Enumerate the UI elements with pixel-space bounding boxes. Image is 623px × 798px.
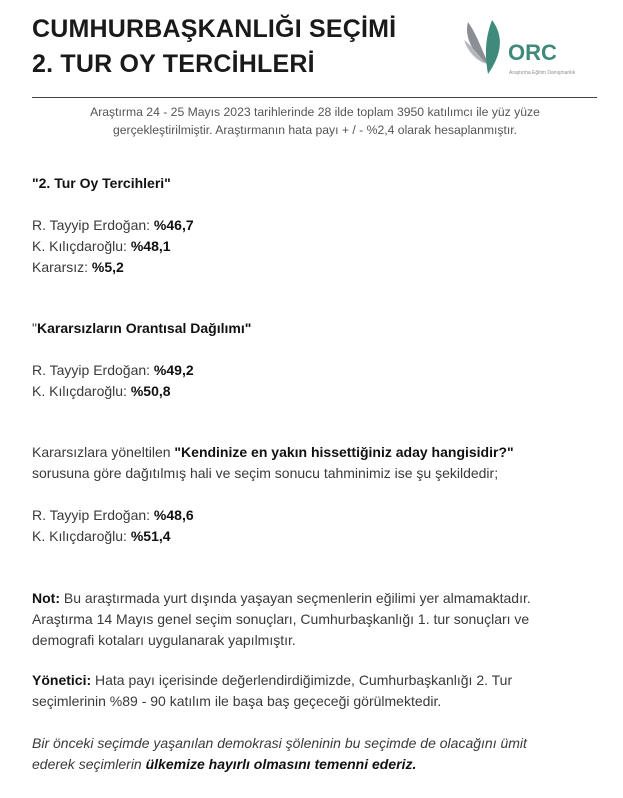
section-undecided-distribution bbox=[32, 318, 251, 402]
title-line-1: CUMHURBAŞKANLIĞI SEÇİMİ bbox=[32, 15, 397, 43]
survey-intro bbox=[60, 103, 570, 139]
result-value: %48,1 bbox=[130, 238, 171, 254]
result-row-erdogan: R. Tayyip Erdoğan: %49,2 bbox=[32, 362, 194, 378]
result-value: %46,7 bbox=[153, 217, 194, 233]
section-heading: "Kararsızların Orantısal Dağılımı" bbox=[32, 320, 252, 336]
title-line-2: 2. TUR OY TERCİHLERİ bbox=[32, 50, 315, 78]
closing-emphasis: ülkemize hayırlı olmasını temenni ederiz. bbox=[145, 756, 417, 772]
forecast-intro-continued: sorusuna göre dağıtılmış hali ve seçim sonucu tahminimiz ise şu şekildedir; bbox=[32, 465, 499, 481]
page-title bbox=[32, 12, 396, 82]
manager-label: Yönetici: bbox=[32, 672, 92, 688]
note-paragraph: Not: Bu araştırmada yurt dışında yaşayan seçmenlerin eğilimi yer almamaktadır. Araştırma 14 Mayıs genel seçim sonuçları, Cumhurbaşkanlığı 1. tur sonuçları ve demografi kotaları uygulanarak yapılmıştır. bbox=[32, 590, 531, 648]
section-forecast bbox=[32, 442, 514, 547]
forecast-intro: Kararsızlara yöneltilen "Kendinize en yakın hissettiğiniz aday hangisidir?" bbox=[32, 444, 514, 460]
intro-line-1: Araştırma 24 - 25 Mayıs 2023 tarihlerinde 28 ilde toplam 3950 katılımcı ile yüz yüze bbox=[90, 105, 540, 119]
result-value: %48,6 bbox=[153, 507, 194, 523]
result-row-kilicdaroglu: K. Kılıçdaroğlu: %50,8 bbox=[32, 383, 171, 399]
note-label: Not: bbox=[32, 590, 60, 606]
result-row-kilicdaroglu: K. Kılıçdaroğlu: %51,4 bbox=[32, 528, 171, 544]
closing-paragraph: Bir önceki seçimde yaşanılan demokrasi şöleninin bu seçimde de olacağını ümit ederek seçimlerin ülkemize hayırlı olmasını temenni ederiz. bbox=[32, 735, 527, 772]
result-row-undecided: Kararsız: %5,2 bbox=[32, 259, 124, 275]
logo-tagline: Araştırma Eğitim Danışmanlık bbox=[509, 70, 576, 76]
section-second-round-preferences bbox=[32, 173, 194, 278]
result-row-kilicdaroglu: K. Kılıçdaroğlu: %48,1 bbox=[32, 238, 171, 254]
logo-text: ORC bbox=[508, 40, 557, 65]
result-value: %5,2 bbox=[91, 259, 124, 275]
result-value: %51,4 bbox=[130, 528, 171, 544]
divider bbox=[32, 97, 597, 98]
intro-line-2: gerçekleştirilmiştir. Araştırmanın hata payı + / - %2,4 olarak hesaplanmıştır. bbox=[112, 123, 518, 137]
orc-logo bbox=[462, 18, 580, 80]
manager-paragraph: Yönetici: Hata payı içerisinde değerlendirdiğimizde, Cumhurbaşkanlığı 2. Tur seçimlerinin %89 - 90 katılım ile başa baş geçeceği görülmektedir. bbox=[32, 672, 513, 709]
result-row-erdogan: R. Tayyip Erdoğan: %46,7 bbox=[32, 217, 194, 233]
result-value: %49,2 bbox=[153, 362, 194, 378]
result-row-erdogan: R. Tayyip Erdoğan: %48,6 bbox=[32, 507, 194, 523]
result-value: %50,8 bbox=[130, 383, 171, 399]
question-text: "Kendinize en yakın hissettiğiniz aday hangisidir?" bbox=[174, 444, 514, 460]
section-heading: "2. Tur Oy Tercihleri" bbox=[32, 175, 171, 191]
orc-logo-icon bbox=[462, 18, 580, 80]
